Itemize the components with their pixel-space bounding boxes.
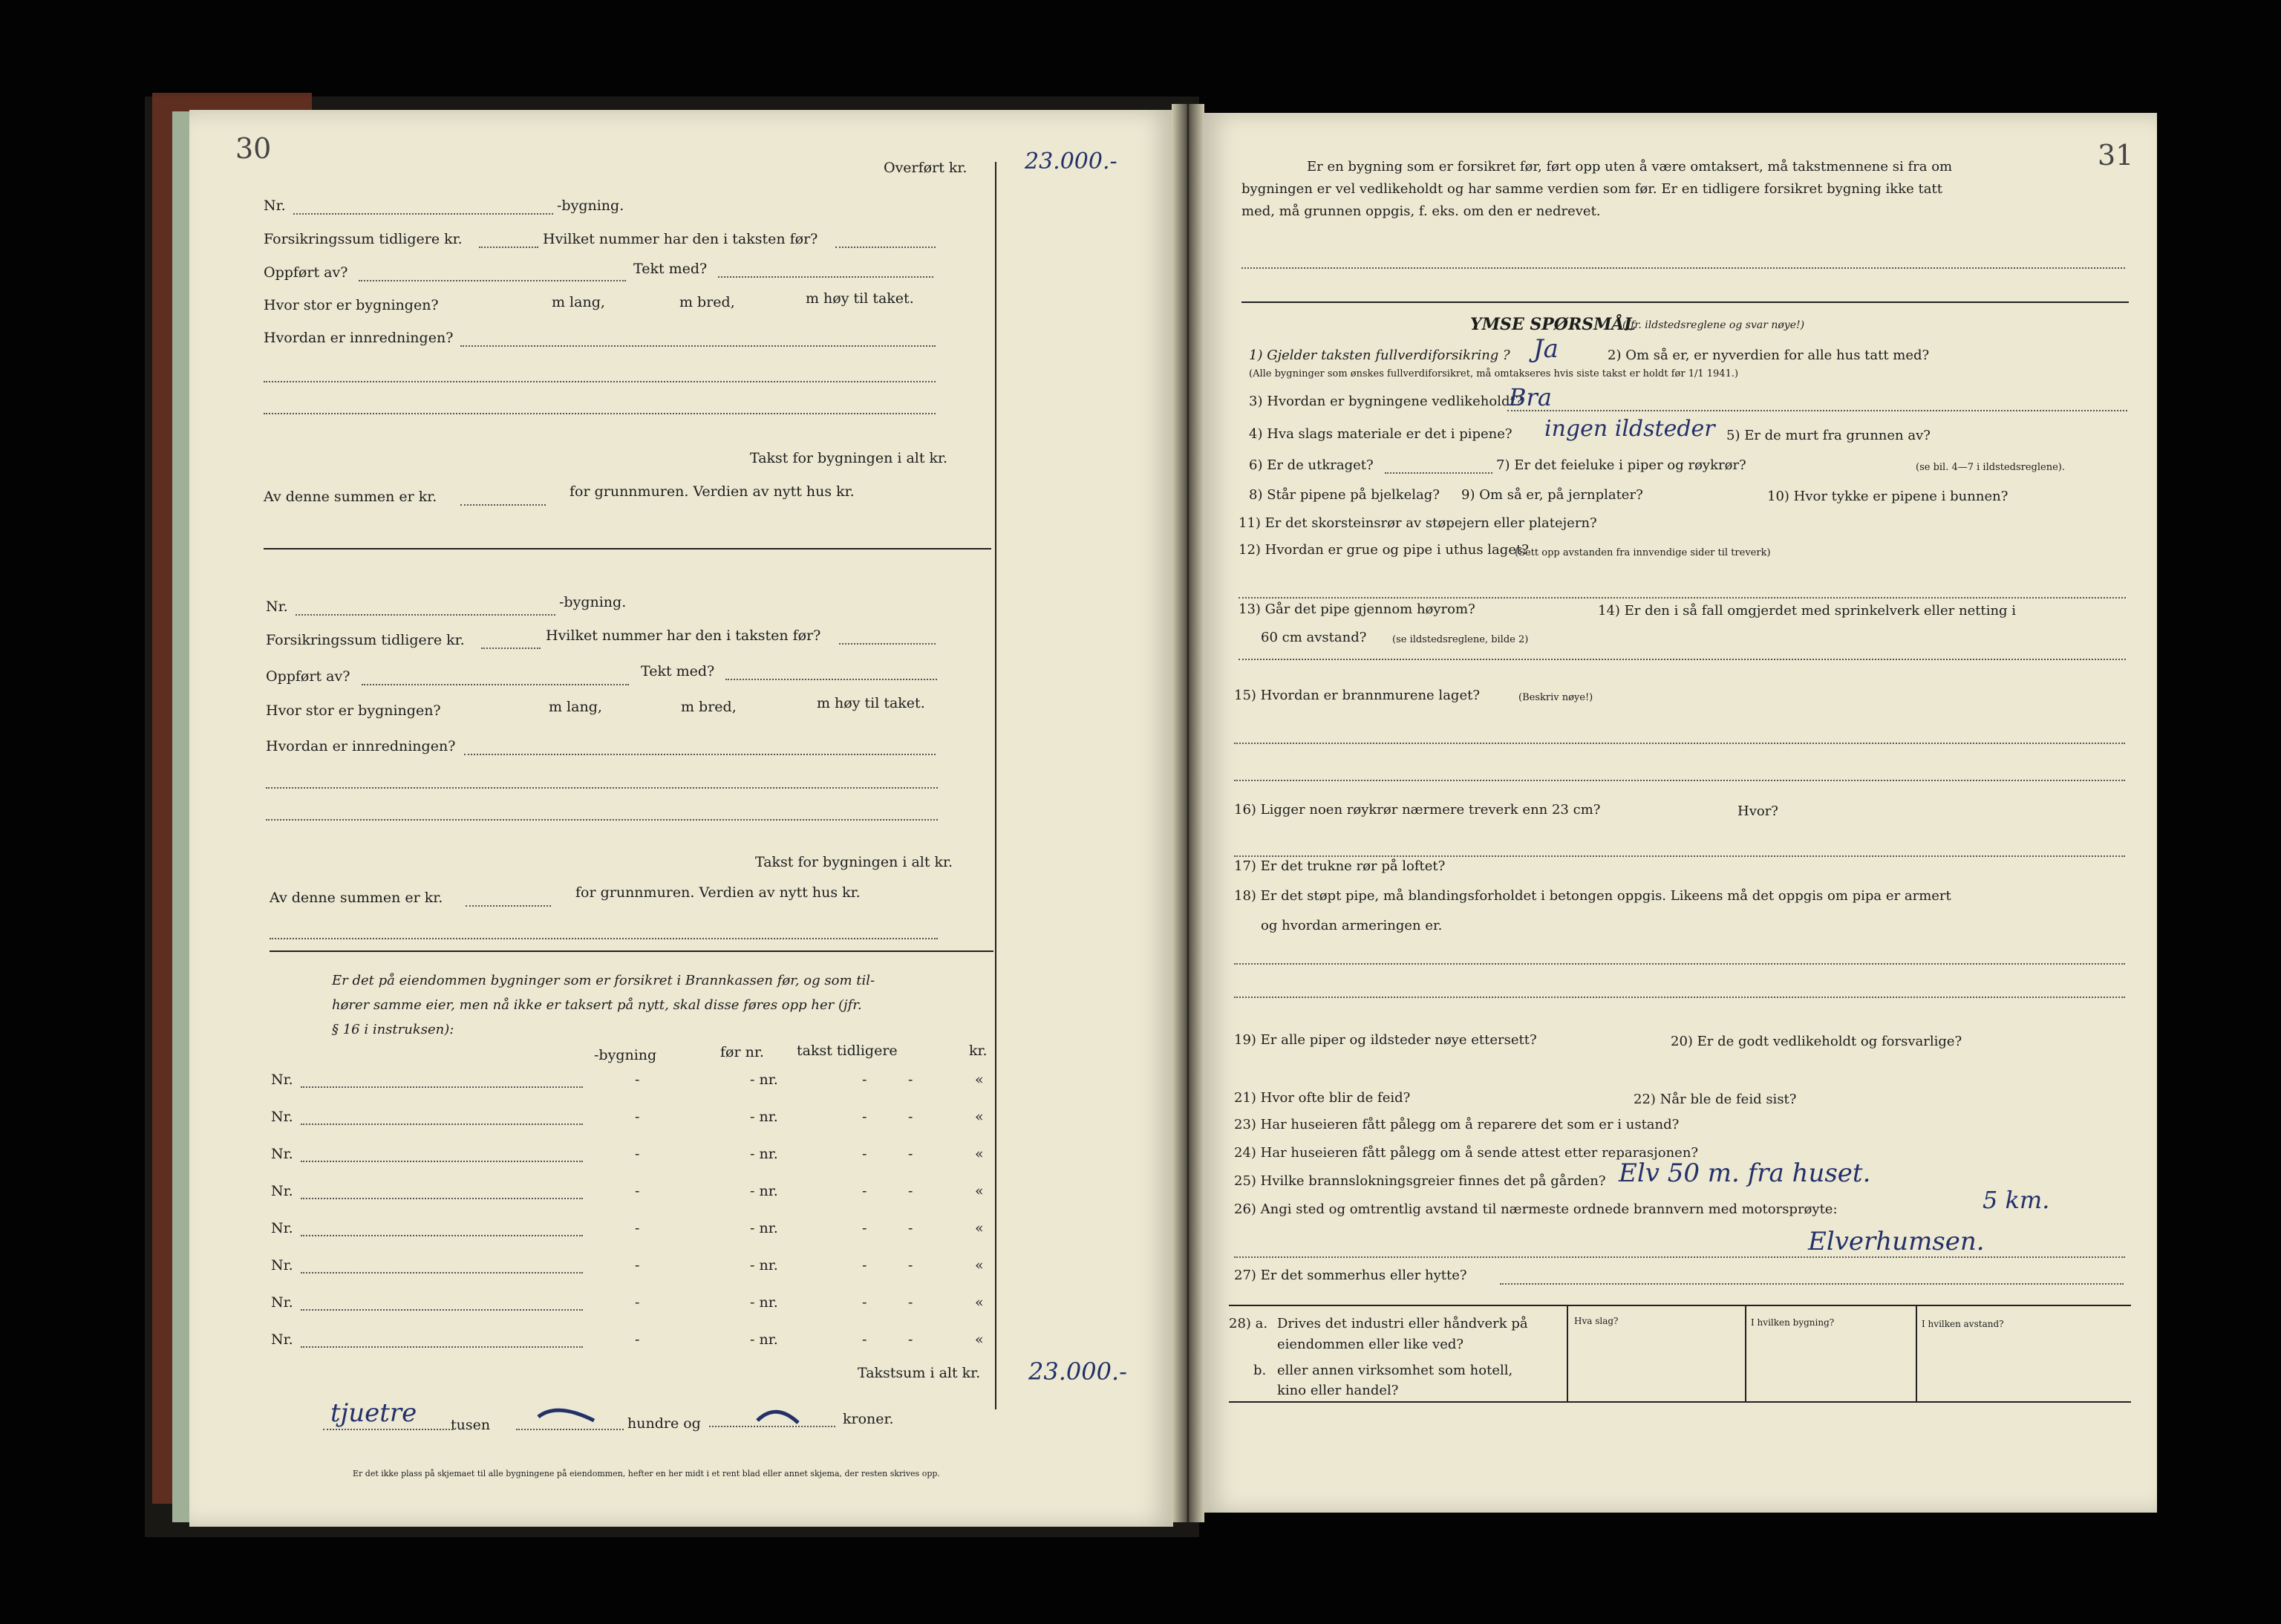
dotted-line (718, 276, 933, 278)
answer-26: 5 km. (1983, 1186, 2050, 1214)
table-column-rule (1745, 1305, 1746, 1401)
takstsum-value: 23.000.- (1028, 1357, 1127, 1386)
dotted-line (1234, 1256, 2125, 1258)
question-28a-line: eiendommen eller like ved? (1277, 1337, 1464, 1352)
overfort-value: 23.000.- (1025, 149, 1117, 175)
row-nr-label: Nr. (271, 1257, 293, 1274)
dotted-line (1234, 963, 2125, 965)
question-28b-line: kino eller handel? (1277, 1383, 1399, 1398)
row-dash: - (635, 1072, 640, 1088)
note-line: § 16 i instruksen): (332, 1022, 454, 1037)
answer-25: Elv 50 m. fra huset. (1619, 1158, 1871, 1188)
col-bygning: -bygning (594, 1047, 657, 1063)
row-ditto-mark: « (975, 1183, 984, 1199)
row-dash: - (635, 1331, 640, 1348)
question-1-note: (Alle bygninger som ønskes fullverdiforsikret, må omtakseres hvis siste takst er holdt før 1/1 1941.) (1249, 368, 1739, 379)
question-4: 4) Hva slags materiale er det i pipene? (1249, 426, 1512, 442)
dotted-line (466, 905, 551, 907)
dotted-line (1239, 597, 2126, 599)
hvilket-nummer-label: Hvilket nummer har den i taksten før? (546, 627, 821, 644)
row-nr-label: Nr. (271, 1146, 293, 1162)
row-dash: - (908, 1331, 913, 1348)
row-nr-label: Nr. (271, 1331, 293, 1348)
ymse-heading-note: (Jfr. ildstedsreglene og svar nøye!) (1622, 319, 1805, 331)
row-dash: - (862, 1109, 867, 1125)
row-ditto-mark: « (975, 1331, 984, 1348)
dotted-line (1385, 472, 1492, 474)
row-fornr-label: - nr. (750, 1183, 778, 1199)
row-ditto-mark: « (975, 1146, 984, 1162)
dotted-line (1234, 997, 2125, 998)
dotted-line (301, 1161, 583, 1162)
row-dash: - (908, 1294, 913, 1311)
row-nr-label: Nr. (271, 1220, 293, 1236)
hvilket-nummer-label: Hvilket nummer har den i taksten før? (543, 231, 818, 247)
col-hvilken-bygning: I hvilken bygning? (1751, 1317, 1835, 1328)
question-18b: og hvordan armeringen er. (1261, 918, 1443, 933)
note-line: Er det på eiendommen bygninger som er forsikret i Brannkassen før, og som til- (332, 973, 875, 988)
intro-line: bygningen er vel vedlikeholdt og har samme verdien som før. Er en tidligere forsikret bygning ikke tatt (1241, 181, 1942, 197)
takstsum-label: Takstsum i alt kr. (858, 1365, 981, 1381)
question-23: 23) Har huseieren fått pålegg om å reparere det som er i ustand? (1234, 1117, 1680, 1132)
oppfort-label: Oppført av? (264, 264, 348, 281)
dotted-line (1239, 659, 2126, 660)
dotted-line (1234, 743, 2125, 744)
row-dash: - (908, 1109, 913, 1125)
question-24: 24) Har huseieren fått pålegg om å sende attest etter reparasjonen? (1234, 1145, 1699, 1161)
row-dash: - (635, 1257, 640, 1274)
question-5: 5) Er de murt fra grunnen av? (1726, 428, 1931, 443)
dotted-line (709, 1426, 835, 1427)
dotted-line (266, 819, 938, 821)
dotted-line (293, 213, 553, 215)
row-ditto-mark: « (975, 1294, 984, 1311)
m-lang-label: m lang, (552, 294, 605, 310)
tusen-label: tusen (451, 1417, 491, 1433)
row-nr-label: Nr. (271, 1072, 293, 1088)
question-15-note: (Beskriv nøye!) (1518, 692, 1593, 703)
question-20: 20) Er de godt vedlikeholdt og forsvarlige? (1671, 1034, 1962, 1049)
right-page (1203, 113, 2157, 1513)
amount-in-words: tjuetre (330, 1398, 417, 1428)
row-ditto-mark: « (975, 1072, 984, 1088)
row-dash: - (862, 1183, 867, 1199)
dotted-line (301, 1235, 583, 1236)
dotted-line (301, 1346, 583, 1348)
row-dash: - (635, 1294, 640, 1311)
question-2: 2) Om så er, er nyverdien for alle hus tatt med? (1608, 348, 1930, 363)
ymse-heading: YMSE SPØRSMÅL (1470, 315, 1636, 334)
row-nr-label: Nr. (271, 1183, 293, 1199)
nr-label: Nr. (266, 599, 288, 615)
m-bred-label: m bred, (681, 699, 737, 715)
innredning-label: Hvordan er innredningen? (266, 738, 456, 754)
question-28b-line: eller annen virksomhet som hotell, (1277, 1363, 1513, 1378)
intro-line: Er en bygning som er forsikret før, ført opp uten å være omtaksert, må takstmennene si fra om (1307, 159, 1953, 175)
left-page (189, 110, 1173, 1527)
m-hoy-label: m høy til taket. (817, 695, 925, 711)
row-dash: - (635, 1183, 640, 1199)
row-dash: - (862, 1072, 867, 1088)
table-top-rule (1229, 1305, 2131, 1306)
dotted-line (460, 504, 546, 506)
question-14: 14) Er den i så fall omgjerdet med sprinkelverk eller netting i (1598, 603, 2017, 619)
question-14-note: (se ildstedsreglene, bilde 2) (1392, 634, 1529, 645)
dotted-line (266, 787, 938, 789)
col-for-nr: før nr. (720, 1044, 764, 1060)
question-12: 12) Hvordan er grue og pipe i uthus laget? (1239, 542, 1529, 558)
row-fornr-label: - nr. (750, 1146, 778, 1162)
row-fornr-label: - nr. (750, 1294, 778, 1311)
hvor-stor-label: Hvor stor er bygningen? (264, 297, 439, 313)
question-15: 15) Hvordan er brannmurene laget? (1234, 688, 1480, 703)
question-17: 17) Er det trukne rør på loftet? (1234, 858, 1446, 874)
question-11: 11) Er det skorsteinsrør av støpejern eller platejern? (1239, 515, 1597, 531)
dotted-line (464, 754, 936, 755)
question-7-note: (se bil. 4—7 i ildstedsreglene). (1916, 462, 2066, 473)
tekt-label: Tekt med? (641, 663, 715, 679)
footer-note: Er det ikke plass på skjemaet til alle bygningene på eiendommen, hefter en her midt i et rent blad eller annet skjema, der resten skrives opp. (353, 1469, 940, 1478)
row-dash: - (862, 1331, 867, 1348)
row-dash: - (862, 1146, 867, 1162)
m-lang-label: m lang, (549, 699, 602, 715)
row-fornr-label: - nr. (750, 1109, 778, 1125)
dotted-line (516, 1429, 624, 1430)
dotted-line (264, 381, 936, 382)
question-1: 1) Gjelder taksten fullverdiforsikring ? (1249, 348, 1510, 363)
forsikringssum-label: Forsikringssum tidligere kr. (264, 231, 463, 247)
row-nr-label: Nr. (271, 1109, 293, 1125)
takst-label: Takst for bygningen i alt kr. (755, 854, 953, 870)
question-16: 16) Ligger noen røykrør nærmere treverk enn 23 cm? (1234, 802, 1601, 818)
kroner-label: kroner. (843, 1411, 894, 1427)
row-dash: - (908, 1220, 913, 1236)
dash-stroke-icon (535, 1398, 601, 1428)
intro-line: med, må grunnen oppgis, f. eks. om den er nedrevet. (1241, 203, 1601, 219)
dotted-line (839, 643, 936, 645)
forsikringssum-label: Forsikringssum tidligere kr. (266, 632, 465, 648)
book-gutter (1172, 104, 1204, 1522)
m-hoy-label: m høy til taket. (806, 290, 914, 307)
question-14b: 60 cm avstand? (1261, 630, 1367, 645)
av-denne-label: Av denne summen er kr. (270, 890, 443, 906)
dotted-line (481, 648, 541, 649)
dotted-line (725, 679, 937, 680)
page-number: 30 (235, 132, 272, 165)
dotted-line (1234, 855, 2125, 857)
dotted-line (835, 247, 936, 248)
table-column-rule (1567, 1305, 1568, 1401)
dotted-line (1234, 780, 2125, 781)
answer-3: Bra (1509, 383, 1552, 411)
section-divider (270, 950, 993, 952)
question-26: 26) Angi sted og omtrentlig avstand til nærmeste ordnede brannvern med motorsprøyte: (1234, 1201, 1838, 1217)
row-dash: - (908, 1183, 913, 1199)
row-dash: - (862, 1257, 867, 1274)
question-12-note: (Sett opp avstanden fra innvendige sider til treverk) (1515, 547, 1771, 558)
dotted-line (264, 413, 936, 414)
dotted-line (1507, 410, 2127, 411)
row-dash: - (635, 1220, 640, 1236)
dotted-line (479, 247, 538, 248)
col-kr: kr. (969, 1043, 988, 1059)
question-22: 22) Når ble de feid sist? (1634, 1092, 1797, 1107)
row-ditto-mark: « (975, 1109, 984, 1125)
dotted-line (359, 280, 626, 281)
row-dash: - (635, 1146, 640, 1162)
answer-1: Ja (1533, 334, 1559, 364)
row-dash: - (862, 1220, 867, 1236)
takst-label: Takst for bygningen i alt kr. (750, 450, 948, 466)
dotted-line (301, 1124, 583, 1125)
nr-label: Nr. (264, 198, 286, 214)
dotted-line (301, 1272, 583, 1274)
table-bottom-rule (1229, 1401, 2131, 1403)
row-nr-label: Nr. (271, 1294, 293, 1311)
question-7: 7) Er det feieluke i piper og røykrør? (1496, 457, 1746, 473)
bygning-label: -bygning. (557, 198, 624, 214)
amount-column-rule (995, 162, 996, 1409)
hvor-stor-label: Hvor stor er bygningen? (266, 702, 441, 719)
question-28a-number: 28) a. (1229, 1316, 1268, 1331)
m-bred-label: m bred, (679, 294, 735, 310)
av-denne-label: Av denne summen er kr. (264, 489, 437, 505)
section-divider (1241, 301, 2129, 303)
row-fornr-label: - nr. (750, 1331, 778, 1348)
bygning-label: -bygning. (559, 594, 627, 610)
dotted-line (460, 345, 936, 347)
row-dash: - (862, 1294, 867, 1311)
question-13: 13) Går det pipe gjennom høyrom? (1239, 601, 1475, 617)
dotted-line (301, 1086, 583, 1088)
hundre-label: hundre og (627, 1415, 701, 1432)
note-line: hører samme eier, men nå ikke er taksert på nytt, skal disse føres opp her (jfr. (332, 997, 862, 1013)
overfort-label: Overført kr. (884, 160, 967, 176)
page-number: 31 (2098, 139, 2134, 172)
row-fornr-label: - nr. (750, 1072, 778, 1088)
grunnmur-label: for grunnmuren. Verdien av nytt hus kr. (570, 483, 855, 500)
oppfort-label: Oppført av? (266, 668, 350, 685)
question-21: 21) Hvor ofte blir de feid? (1234, 1090, 1411, 1106)
question-19: 19) Er alle piper og ildsteder nøye ettersett? (1234, 1032, 1537, 1048)
question-9: 9) Om så er, på jernplater? (1461, 487, 1643, 503)
dash-stroke-icon (754, 1402, 806, 1429)
row-ditto-mark: « (975, 1257, 984, 1274)
grunnmur-label: for grunnmuren. Verdien av nytt hus kr. (575, 884, 861, 901)
dotted-line (1500, 1283, 2124, 1285)
question-27: 27) Er det sommerhus eller hytte? (1234, 1268, 1467, 1283)
row-dash: - (908, 1146, 913, 1162)
answer-4: ingen ildsteder (1544, 416, 1715, 442)
innredning-label: Hvordan er innredningen? (264, 330, 454, 346)
dotted-line (301, 1198, 583, 1199)
dotted-line (362, 684, 629, 685)
dotted-line (296, 614, 555, 616)
question-3: 3) Hvordan er bygningene vedlikeholdt? (1249, 394, 1523, 409)
question-10: 10) Hvor tykke er pipene i bunnen? (1767, 489, 2008, 504)
question-8: 8) Står pipene på bjelkelag? (1249, 487, 1440, 503)
row-dash: - (908, 1072, 913, 1088)
dotted-line (270, 938, 938, 939)
question-16b: Hvor? (1737, 803, 1778, 819)
row-dash: - (908, 1257, 913, 1274)
dotted-line (301, 1309, 583, 1311)
row-dash: - (635, 1109, 640, 1125)
answer-26-place: Elverhumsen. (1808, 1227, 1985, 1256)
table-column-rule (1916, 1305, 1917, 1401)
col-takst-tidligere: takst tidligere (797, 1043, 898, 1059)
question-28a-line: Drives det industri eller håndverk på (1277, 1316, 1528, 1331)
col-hva-slag: Hva slag? (1574, 1316, 1619, 1326)
row-fornr-label: - nr. (750, 1220, 778, 1236)
col-hvilken-avstand: I hvilken avstand? (1922, 1319, 2004, 1329)
question-28b-number: b. (1253, 1363, 1267, 1378)
dotted-line (1241, 267, 2125, 269)
question-18: 18) Er det støpt pipe, må blandingsforholdet i betongen oppgis. Likeens må det oppgis om pipa er armert (1234, 888, 1951, 904)
section-divider (264, 548, 991, 550)
row-fornr-label: - nr. (750, 1257, 778, 1274)
question-25: 25) Hvilke brannslokningsgreier finnes det på gården? (1234, 1173, 1606, 1189)
row-ditto-mark: « (975, 1220, 984, 1236)
tekt-label: Tekt med? (633, 261, 708, 277)
dotted-line (323, 1429, 453, 1430)
question-6: 6) Er de utkraget? (1249, 457, 1374, 473)
